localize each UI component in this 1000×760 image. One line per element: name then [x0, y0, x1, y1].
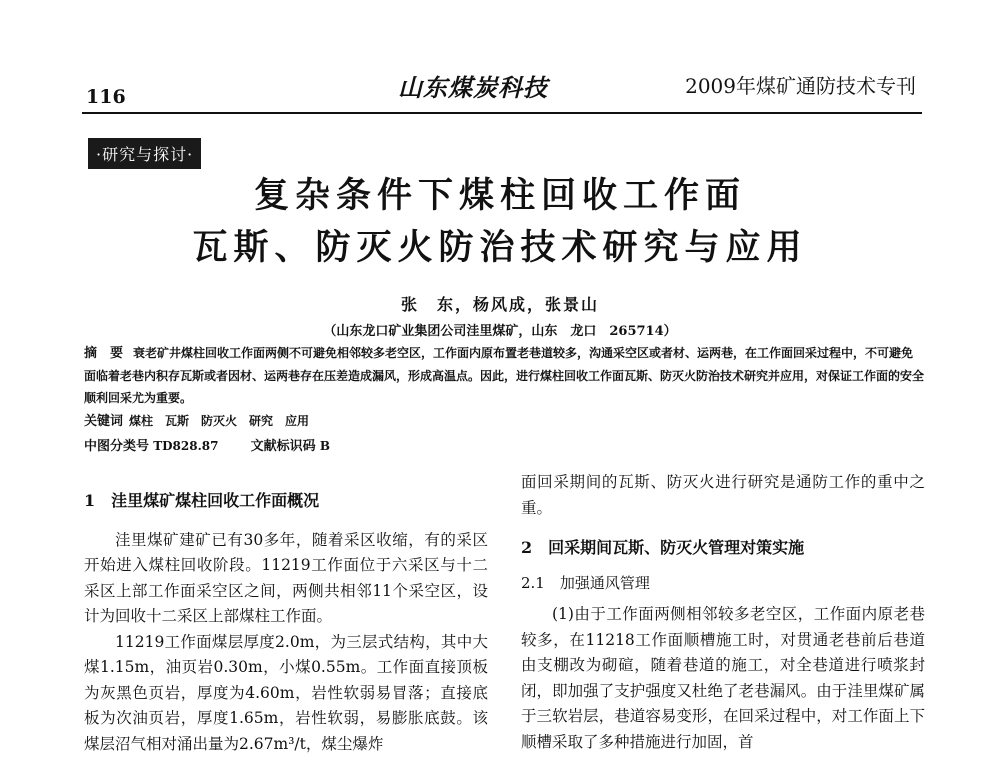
classification-label: 中图分类号 — [84, 439, 150, 454]
section-1-heading: 1 洼里煤矿煤柱回收工作面概况 — [84, 491, 320, 510]
special-issue-label: 2009年煤矿通防技术专刊 — [685, 74, 916, 98]
right-continuation: 面回采期间的瓦斯、防灭火进行研究是通防工作的重中之重。 — [521, 473, 925, 517]
doc-code-value: B — [319, 439, 331, 453]
classification-value: TD828.87 — [153, 439, 219, 453]
left-column — [84, 470, 488, 757]
keywords — [84, 410, 309, 429]
section-2-heading: 2 回采期间瓦斯、防灭火管理对策实施 — [521, 538, 805, 557]
title-line-2: 瓦斯、防灭火防治技术研究与应用 — [192, 227, 808, 268]
section-tag: ·研究与探讨· — [88, 138, 201, 169]
right-column — [521, 470, 925, 755]
title-line-1: 复杂条件下煤柱回收工作面 — [253, 175, 746, 216]
journal-name: 山东煤炭科技 — [398, 73, 548, 102]
page-number: 116 — [86, 86, 126, 108]
affiliation: （山东龙口矿业集团公司洼里煤矿，山东 龙口 265714） — [323, 324, 677, 339]
left-paragraph-1: 洼里煤矿建矿已有30多年，随着采区收缩，有的采区开始进入煤柱回收阶段。11219工作面位于六采区与十二采区上部工作面采空区之间，两侧共相邻11个采空区，设计为回收十二采区上部煤柱工作面。 — [84, 530, 488, 625]
keywords-label: 关键词 — [84, 414, 124, 429]
abstract — [84, 342, 924, 409]
section-2-1-heading: 2.1 加强通风管理 — [521, 573, 650, 592]
abstract-text: 衰老矿井煤柱回收工作面两侧不可避免相邻较多老空区，工作面内原布置老巷道较多，沟通采空区或者材、运两巷，在工作面回采过程中，不可避免面临着老巷内积存瓦斯或者因材、运两巷存在压差造成漏风，形成高温点。因此，进行煤柱回收工作面瓦斯、防灭火防治技术研究并应用，对保证工作面的安全顺利回采尤为重要。 — [84, 346, 925, 405]
doc-code-label: 文献标识码 — [250, 439, 316, 454]
left-paragraph-2: 11219工作面煤层厚度2.0m，为三层式结构，其中大煤1.15m，油页岩0.30m，小煤0.55m。工作面直接顶板为灰黑色页岩，厚度为4.60m，岩性软弱易冒落；直接底板为次油页岩，厚度1.65m，岩性软弱，易膨胀底鼓。该煤层沼气相对涌出量为2.67m³/t，煤尘爆炸 — [84, 632, 488, 753]
classification — [84, 435, 330, 454]
keywords-text: 煤柱 瓦斯 防灭火 研究 应用 — [129, 414, 310, 428]
authors: 张 东，杨风成，张景山 — [400, 295, 599, 314]
header-rule — [82, 112, 922, 114]
right-paragraph: (1)由于工作面两侧相邻较多老空区，工作面内原老巷较多，在11218工作面顺槽施工时，对贯通老巷前后巷道由支棚改为砌碹，随着巷道的施工，对全巷道进行喷浆封闭，即加强了支护强度又杜绝了老巷漏风。由于洼里煤矿属于三软岩层，巷道容易变形，在回采过程中，对工作面上下顺槽采取了多种措施进行加固，首 — [521, 605, 925, 751]
abstract-label: 摘 要 — [84, 346, 124, 361]
